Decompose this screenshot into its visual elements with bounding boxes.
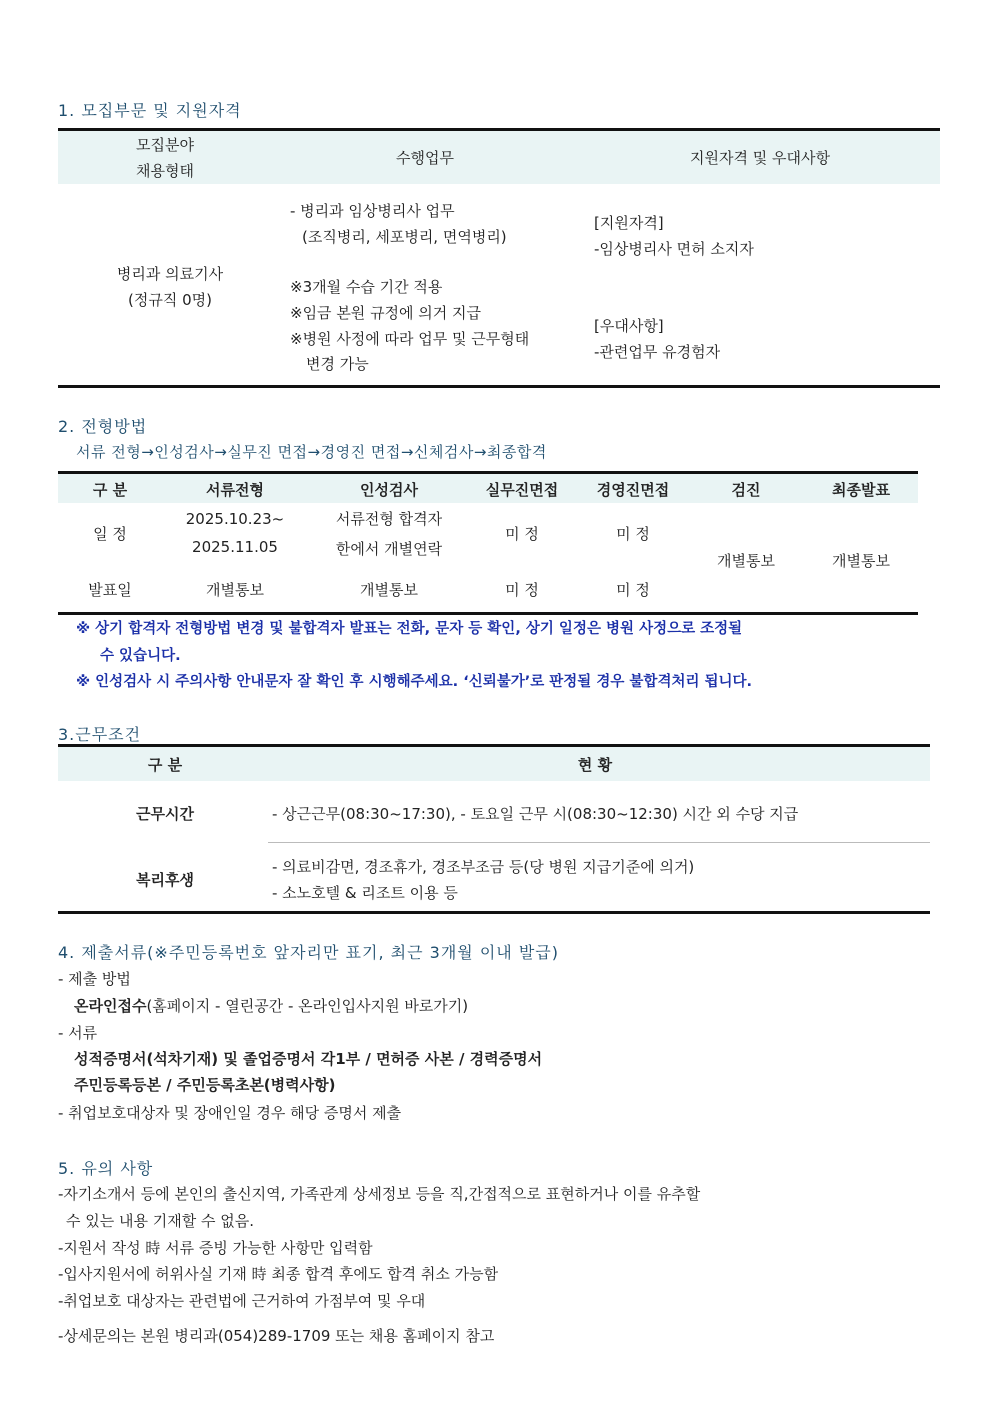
t2-row1-interview2: 미 정 (616, 525, 650, 543)
caution-line-3: -지원서 작성 時 서류 증빙 가능한 사항만 입력함 (58, 1239, 373, 1257)
documents-note: - 취업보호대상자 및 장애인일 경우 해당 증명서 제출 (58, 1104, 402, 1122)
online-application-path: (홈페이지 - 열린공간 - 온라인입사지원 바로가기) (146, 997, 469, 1015)
table1-bottom-rule (58, 385, 940, 388)
online-application-label: 온라인접수 (74, 997, 147, 1015)
documents-list-1: 성적증명서(석차기재) 및 졸업증명서 각1부 / 면허증 사본 / 경력증명서 (74, 1050, 543, 1068)
table3-bottom-rule (58, 911, 930, 914)
work-hours-text: - 상근근무(08:30~17:30), - 토요일 근무 시(08:30~12:30) 시간 외 수당 지급 (272, 805, 799, 823)
t2-row1-interview1: 미 정 (505, 525, 539, 543)
table1-header-duties: 수행업무 (396, 149, 454, 167)
t2-row2-apt: 개별통보 (360, 581, 418, 599)
benefits-text-1: - 의료비감면, 경조휴가, 경조부조금 등(당 병원 지급기준에 의거) (272, 858, 695, 876)
duty-line-1: - 병리과 임상병리사 업무 (290, 202, 455, 220)
notice-1-line-2: 수 있습니다. (100, 648, 181, 664)
qualification-text: -임상병리사 면허 소지자 (594, 240, 754, 258)
submission-method-text (74, 995, 468, 1016)
caution-line-4: -입사지원서에 허위사실 기재 時 최종 합격 후에도 합격 취소 가능함 (58, 1265, 499, 1283)
notice-1-line-1: ※ 상기 합격자 전형방법 변경 및 불합격자 발표는 전화, 문자 등 확인, 상기 일정은 병원 사정으로 조정될 (76, 621, 743, 637)
table1-header-qualification: 지원자격 및 우대사항 (690, 149, 830, 167)
preference-text: -관련업무 유경험자 (594, 343, 721, 361)
table2-bottom-rule (58, 612, 918, 615)
t2-row1-doc-start: 2025.10.23~ (185, 510, 285, 528)
work-hours-label: 근무시간 (136, 805, 194, 823)
t2-header-document: 서류전형 (206, 481, 264, 499)
preference-label: [우대사항] (594, 317, 664, 335)
section-3-title: 3.근무조건 (58, 725, 142, 744)
section-5-title: 5. 유의 사항 (58, 1159, 154, 1178)
caution-line-5: -취업보호 대상자는 관련법에 근거하여 가점부여 및 우대 (58, 1292, 426, 1310)
documents-label: - 서류 (58, 1024, 98, 1042)
t2-row1-apt-2: 한에서 개별연락 (335, 540, 443, 558)
duty-line-2: (조직병리, 세포병리, 면역병리) (302, 228, 507, 246)
position-name: 병리과 의료기사 (116, 265, 224, 283)
t2-checkup-merged: 개별통보 (717, 552, 775, 570)
notice-2: ※ 인성검사 시 주의사항 안내문자 잘 확인 후 시행해주세요. ‘신뢰불가’로 판정될 경우 불합격처리 됩니다. (76, 674, 753, 690)
t2-row2-interview2: 미 정 (616, 581, 650, 599)
t2-header-interview1: 실무진면접 (485, 481, 559, 499)
caution-line-1: -자기소개서 등에 본인의 출신지역, 가족관계 상세정보 등을 직,간접적으로 표현하거나 이를 유추할 (58, 1185, 701, 1203)
section-2-title: 2. 전형방법 (58, 417, 148, 436)
t2-row1-label: 일 정 (93, 525, 127, 543)
t2-header-category: 구 분 (92, 481, 128, 499)
table1-header-position-1: 모집분야 (136, 136, 194, 154)
t2-header-final: 최종발표 (832, 481, 890, 499)
t2-row1-doc-end: 2025.11.05 (192, 538, 278, 556)
table1-header-position-2: 채용형태 (136, 162, 194, 180)
t2-row2-label: 발표일 (88, 581, 132, 599)
t2-row2-doc: 개별통보 (206, 581, 264, 599)
t3-header-category: 구 분 (147, 756, 183, 774)
documents-list-2: 주민등록등본 / 주민등록초본(병력사항) (74, 1076, 336, 1094)
submission-method-label: - 제출 방법 (58, 970, 131, 988)
qualification-label: [지원자격] (594, 214, 664, 232)
note-line-3: ※병원 사정에 따라 업무 및 근무형태 (290, 330, 530, 348)
employment-type: (정규직 0명) (128, 291, 212, 309)
note-line-2: ※임금 본원 규정에 의거 지급 (290, 304, 482, 322)
table3-row-divider (268, 842, 930, 843)
t2-header-aptitude: 인성검사 (360, 481, 418, 499)
contact-info: -상세문의는 본원 병리과(054)289-1709 또는 채용 홈페이지 참고 (58, 1327, 495, 1345)
caution-line-2: 수 있는 내용 기재할 수 없음. (66, 1212, 254, 1230)
benefits-label: 복리후생 (136, 871, 194, 889)
t2-row2-interview1: 미 정 (505, 581, 539, 599)
note-line-1: ※3개월 수습 기간 적용 (290, 278, 443, 296)
t2-row1-apt-1: 서류전형 합격자 (335, 510, 443, 528)
t2-header-interview2: 경영진면접 (596, 481, 670, 499)
section-4-title: 4. 제출서류(※주민등록번호 앞자리만 표기, 최근 3개월 이내 발급) (58, 943, 559, 962)
note-line-4: 변경 가능 (306, 355, 369, 373)
t3-header-status: 현 황 (577, 756, 613, 774)
benefits-text-2: - 소노호텔 & 리조트 이용 등 (272, 884, 458, 902)
section-1-title: 1. 모집부문 및 지원자격 (58, 101, 242, 120)
selection-flow: 서류 전형→인성검사→실무진 면접→경영진 면접→신체검사→최종합격 (76, 443, 547, 461)
t2-header-checkup: 검진 (731, 481, 761, 499)
t2-final-merged: 개별통보 (832, 552, 890, 570)
